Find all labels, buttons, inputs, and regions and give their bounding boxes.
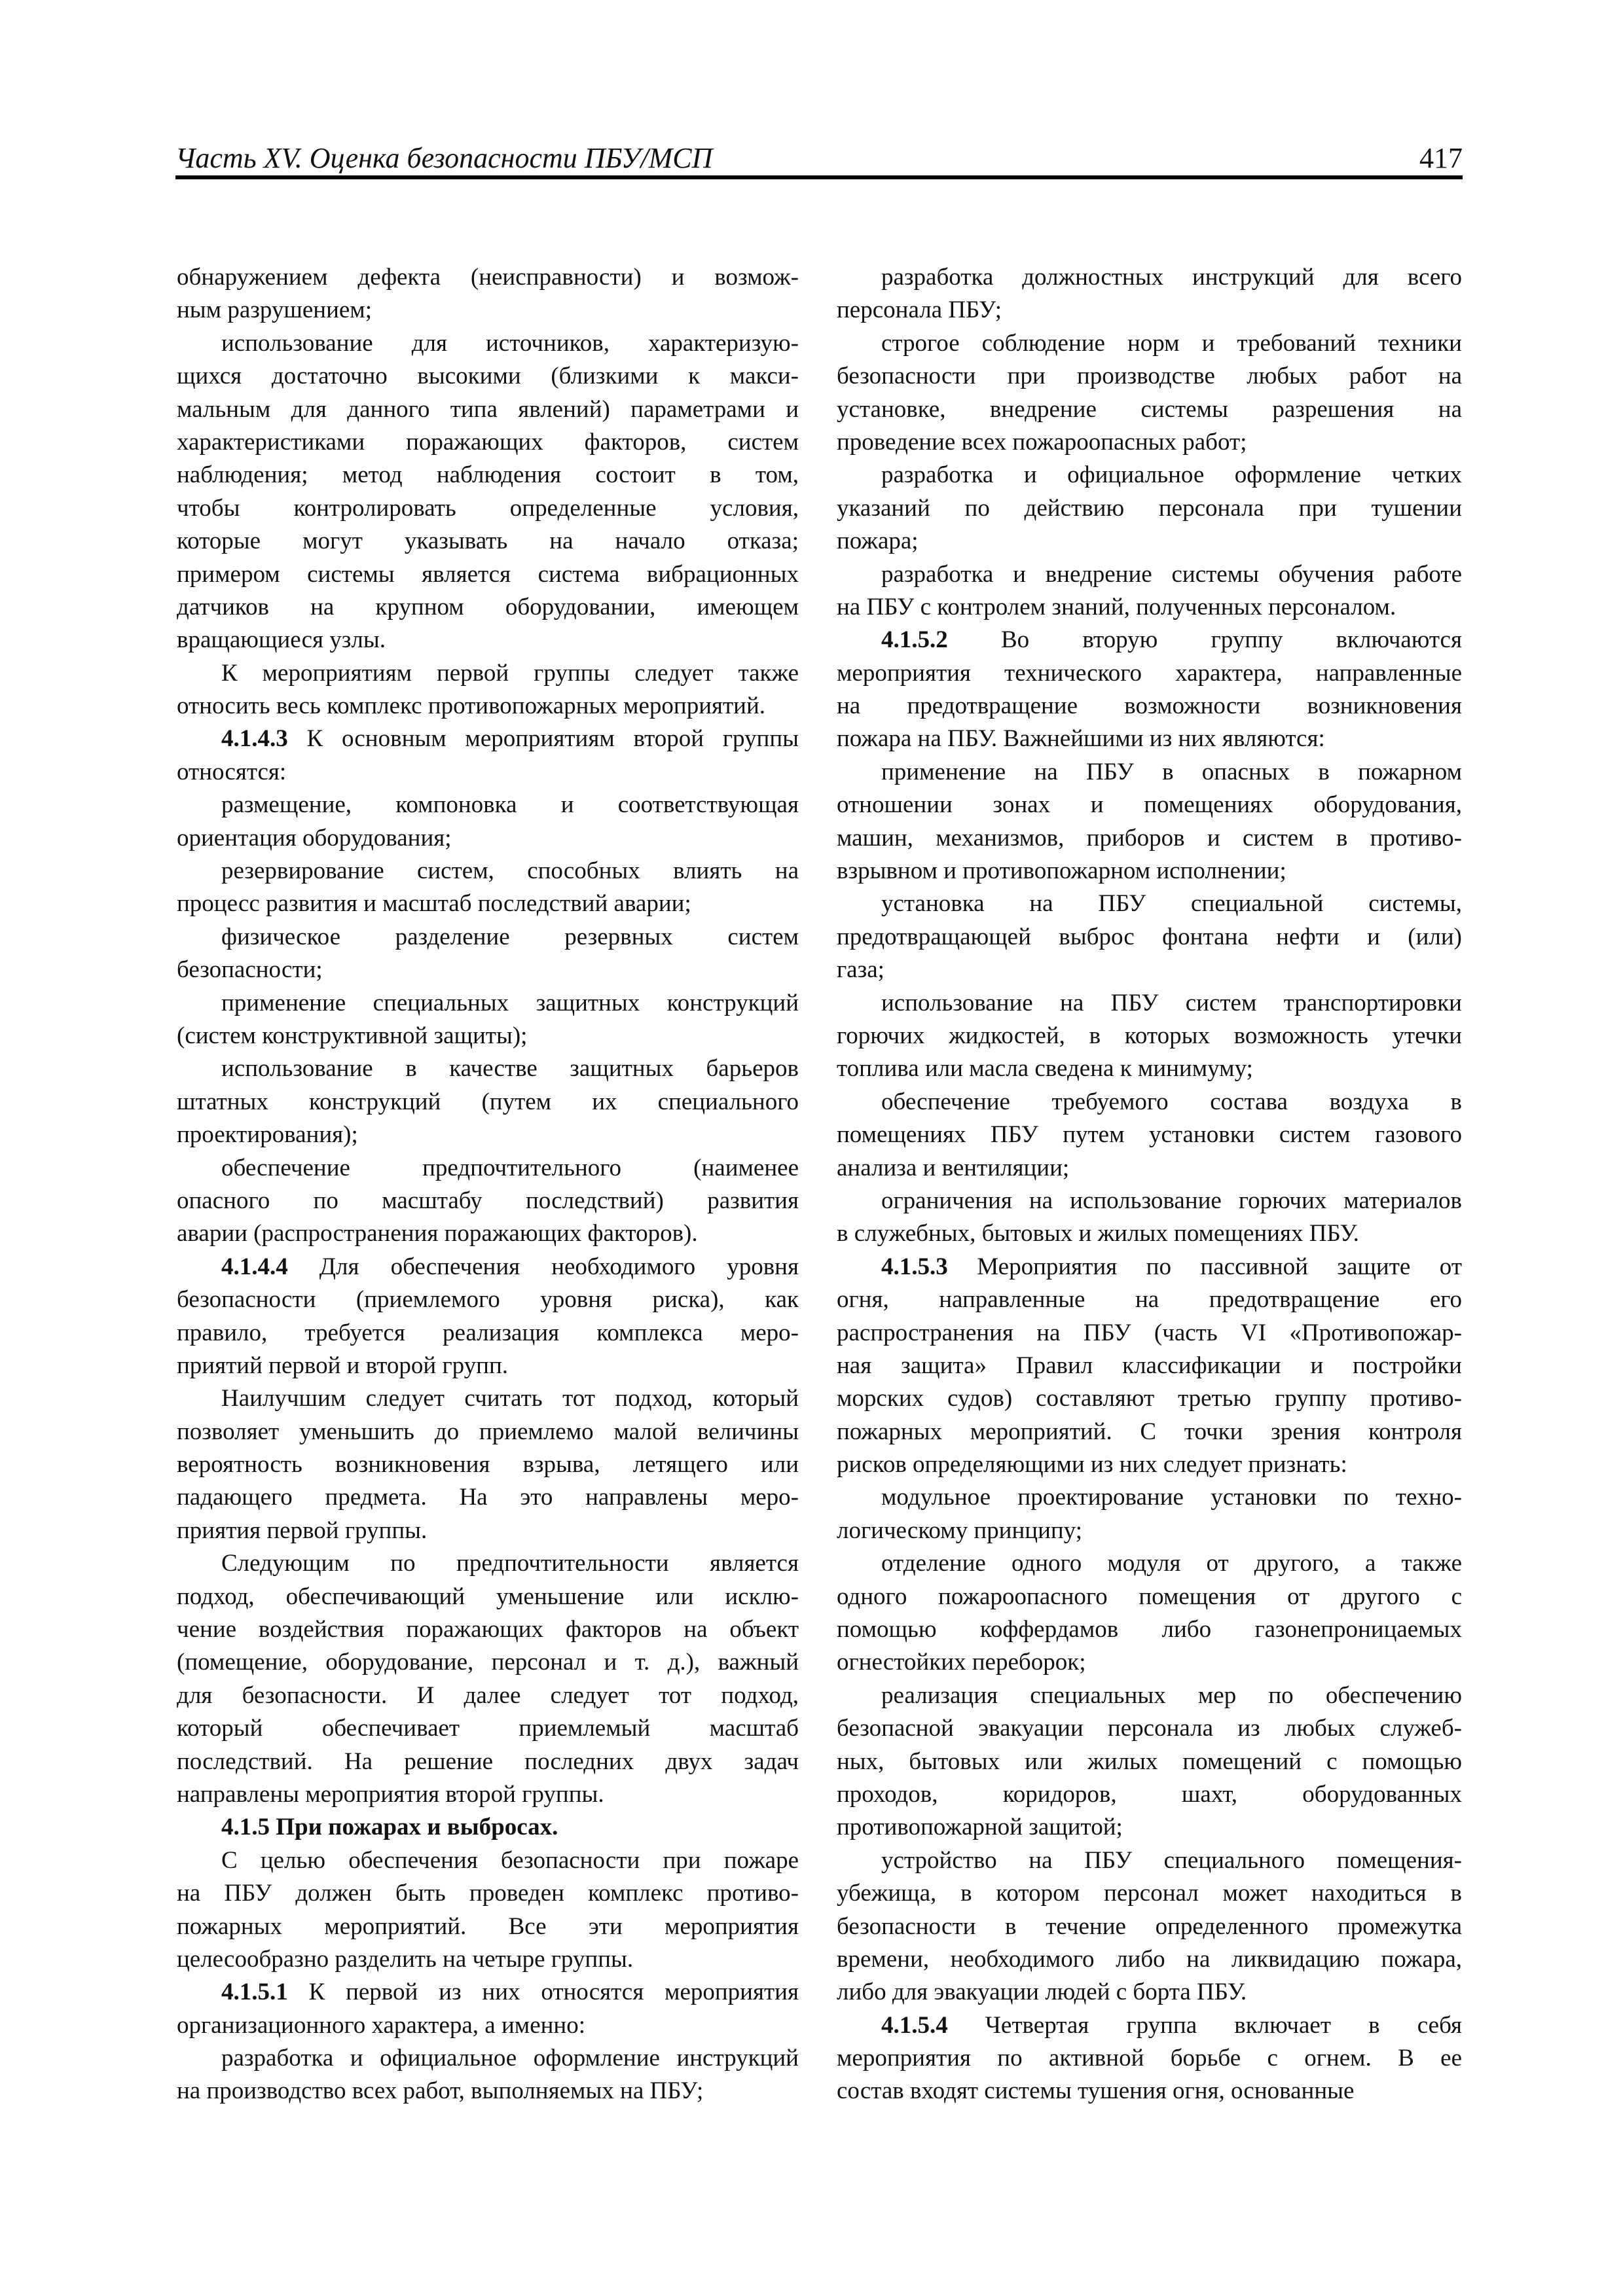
text-line [837, 1382, 1462, 1415]
text-line [177, 954, 799, 986]
text-line [837, 1712, 1462, 1745]
line-text: аварии (распространения поражающих факторов). [177, 1220, 698, 1247]
text-line [177, 1086, 799, 1119]
text-line [177, 855, 799, 888]
line-text: топлива или масла сведена к минимуму; [837, 1055, 1253, 1083]
line-text: К первой из них относятся мероприятия [287, 1979, 799, 2006]
line-text: либо для эвакуации людей с борта ПБУ. [837, 1979, 1247, 2006]
text-line [177, 1910, 799, 1943]
line-text: безопасности; [177, 956, 323, 984]
line-text: персонала ПБУ; [837, 296, 1002, 324]
text-line [837, 1217, 1462, 1250]
text-line [837, 1185, 1462, 1217]
text-line [837, 1119, 1462, 1151]
line-text: Наилучшим следует считать тот подход, который [221, 1385, 799, 1412]
line-text: на ПБУ с контролем знаний, полученных персоналом. [837, 593, 1396, 620]
line-text: отделение одного модуля от другого, а также [881, 1550, 1462, 1577]
text-line [837, 1448, 1462, 1481]
line-text: щихся достаточно высокими (близкими к макси- [177, 363, 799, 390]
paragraph [837, 261, 1462, 327]
line-text: процесс развития и масштаб последствий аварии; [177, 890, 691, 918]
line-text: направлены мероприятия второй группы. [177, 1780, 604, 1808]
line-text: мероприятия по активной борьбе с огнем. В ее [837, 2045, 1462, 2072]
text-line [837, 1778, 1462, 1811]
line-text: отношении зонах и помещениях оборудования, [837, 791, 1462, 819]
line-text: разработка и официальное оформление четких [881, 461, 1462, 489]
text-line [837, 1283, 1462, 1316]
text-line [177, 2009, 799, 2042]
paragraph [837, 1844, 1462, 2009]
line-text: пожара; [837, 528, 919, 555]
line-text: обеспечение предпочтительного (наименее [221, 1154, 799, 1181]
text-line [177, 888, 799, 920]
line-text: С целью обеспечения безопасности при пожаре [221, 1846, 799, 1874]
text-line [177, 1515, 799, 1547]
paragraph [177, 921, 799, 987]
line-text: относятся: [177, 758, 287, 785]
text-line [177, 1581, 799, 1613]
line-text: проектирования); [177, 1121, 358, 1149]
text-line [177, 1877, 799, 1910]
text-line [837, 1152, 1462, 1185]
text-line [177, 459, 799, 492]
text-line [837, 1481, 1462, 1514]
running-header-title: Часть XV. Оценка безопасности ПБУ/МСП [175, 142, 713, 174]
text-line [177, 1613, 799, 1646]
line-text: ная защита» Правил классификации и постройки [837, 1352, 1462, 1379]
text-line [837, 2042, 1462, 2075]
right-column [837, 261, 1462, 2108]
paragraph [177, 1382, 799, 1547]
text-line [837, 1416, 1462, 1448]
text-line [837, 987, 1462, 1020]
line-text: Для обеспечения необходимого уровня [287, 1253, 799, 1280]
text-line [177, 327, 799, 360]
text-line [177, 1052, 799, 1085]
text-line [837, 1877, 1462, 1910]
paragraph [837, 1251, 1462, 1482]
text-line [837, 1746, 1462, 1778]
text-line [177, 1317, 799, 1350]
text-line [837, 1943, 1462, 1976]
text-line [837, 822, 1462, 855]
text-line [177, 1152, 799, 1185]
text-line [837, 756, 1462, 789]
text-line [837, 1646, 1462, 1679]
line-text: использование для источников, характеризую- [221, 329, 799, 357]
text-line [177, 1746, 799, 1778]
line-text: машин, механизмов, приборов и систем в противо- [837, 824, 1462, 852]
left-column [177, 261, 799, 2108]
text-line [837, 1020, 1462, 1052]
text-line [177, 1350, 799, 1382]
line-text: времени, необходимого либо на ликвидацию пожара, [837, 1945, 1462, 1973]
line-text: логическому принципу; [837, 1516, 1082, 1544]
text-line [837, 1052, 1462, 1085]
text-line [177, 1976, 799, 2009]
line-text: последствий. На решение последних двух задач [177, 1748, 799, 1775]
line-text: организационного характера, а именно: [177, 2011, 585, 2039]
line-text: реализация специальных мер по обеспечению [881, 1681, 1462, 1709]
line-text: подход, обеспечивающий уменьшение или исклю- [177, 1583, 799, 1610]
text-line [177, 690, 799, 723]
line-text: позволяет уменьшить до приемлемо малой величины [177, 1418, 799, 1445]
line-text: одного пожароопасного помещения от другого с [837, 1583, 1462, 1610]
text-line [837, 855, 1462, 888]
text-line [177, 1844, 799, 1877]
line-text: разработка и внедрение системы обучения работе [881, 560, 1462, 588]
text-line [837, 1679, 1462, 1712]
line-text: целесообразно разделить на четыре группы. [177, 1945, 634, 1973]
line-text: вероятность возникновения взрыва, летящего или [177, 1451, 799, 1479]
text-line [837, 1844, 1462, 1877]
text-line [177, 261, 799, 294]
line-text: примером системы является система вибрационных [177, 560, 799, 588]
line-text: применение на ПБУ в опасных в пожарном [881, 758, 1462, 785]
text-line [177, 822, 799, 855]
text-line [177, 591, 799, 624]
text-line [837, 657, 1462, 690]
line-text: мальным для данного типа явлений) параметрами и [177, 395, 799, 423]
text-line [177, 1119, 799, 1151]
line-text: проходов, коридоров, шахт, оборудованных [837, 1780, 1462, 1808]
line-text: в служебных, бытовых и жилых помещениях ПБУ. [837, 1220, 1359, 1247]
paragraph [177, 789, 799, 855]
paragraph [177, 723, 799, 789]
running-header [175, 139, 1463, 178]
section-number: 4.1.5.2 [881, 626, 948, 654]
text-line [177, 2075, 799, 2108]
paragraph [837, 624, 1462, 756]
text-line [837, 1811, 1462, 1844]
line-text: правило, требуется реализация комплекса меро- [177, 1319, 799, 1346]
text-line [177, 1283, 799, 1316]
text-line [177, 1185, 799, 1217]
line-text: распространения на ПБУ (часть VI «Противопожар- [837, 1319, 1462, 1346]
line-text: установке, внедрение системы разрешения на [837, 395, 1462, 423]
paragraph [837, 558, 1462, 624]
paragraph [177, 1811, 799, 1844]
line-text: устройство на ПБУ специального помещения- [881, 1846, 1462, 1874]
line-text: который обеспечивает приемлемый масштаб [177, 1715, 799, 1742]
line-text: огня, направленные на предотвращение его [837, 1286, 1462, 1314]
text-line [177, 393, 799, 426]
line-text: безопасной эвакуации персонала из любых служеб- [837, 1715, 1462, 1742]
line-text: датчиков на крупном оборудовании, имеющем [177, 593, 799, 620]
text-line [837, 624, 1462, 656]
line-text: резервирование систем, способных влиять на [221, 857, 799, 885]
text-line [837, 888, 1462, 920]
line-text: применение специальных защитных конструкций [221, 989, 799, 1016]
paragraph [177, 855, 799, 921]
text-line [177, 624, 799, 656]
line-text: предотвращающей выброс фонтана нефти и (или) [837, 923, 1462, 950]
line-text: противопожарной защитой; [837, 1814, 1123, 1841]
line-text: пожарных мероприятий. С точки зрения контроля [837, 1418, 1462, 1445]
text-line [837, 1515, 1462, 1547]
text-line [177, 1811, 799, 1844]
line-text: опасного по масштабу последствий) развития [177, 1187, 799, 1214]
text-line [177, 1679, 799, 1712]
line-text: строгое соблюдение норм и требований техники [881, 329, 1462, 357]
paragraph [177, 1547, 799, 1811]
line-text: пожарных мероприятий. Все эти мероприятия [177, 1912, 799, 1940]
line-text: размещение, компоновка и соответствующая [221, 791, 799, 819]
line-text: приятий первой и второй групп. [177, 1352, 509, 1379]
text-line [837, 1251, 1462, 1283]
line-text: падающего предмета. На это направлены меро- [177, 1484, 799, 1511]
text-line [177, 723, 799, 755]
paragraph [837, 756, 1462, 888]
paragraph [837, 459, 1462, 558]
text-line [837, 690, 1462, 723]
text-line [837, 426, 1462, 459]
paragraph [837, 1547, 1462, 1679]
paragraph [837, 1086, 1462, 1185]
text-line [837, 492, 1462, 525]
line-text: использование в качестве защитных барьеров [221, 1055, 799, 1083]
line-text: горючих жидкостей, в которых возможность утечки [837, 1022, 1462, 1049]
line-text: морских судов) составляют третью группу противо- [837, 1385, 1462, 1412]
text-line [837, 921, 1462, 954]
text-line [177, 360, 799, 393]
text-line [837, 393, 1462, 426]
text-line [177, 1943, 799, 1976]
text-line [177, 1547, 799, 1580]
text-line [177, 1481, 799, 1514]
paragraph [837, 987, 1462, 1086]
line-text: Четвертая группа включает в себя [947, 2011, 1462, 2039]
line-text: взрывном и противопожарном исполнении; [837, 857, 1286, 885]
line-text: разработка и официальное оформление инструкций [221, 2045, 799, 2072]
line-text: помещениях ПБУ путем установки систем газового [837, 1121, 1462, 1149]
line-text: которые могут указывать на начало отказа; [177, 528, 799, 555]
text-line [177, 525, 799, 558]
text-line [177, 294, 799, 327]
text-line [177, 756, 799, 789]
text-line [837, 789, 1462, 821]
text-line [837, 2075, 1462, 2108]
line-text: помощью коффердамов либо газонепроницаемых [837, 1616, 1462, 1643]
line-text: ных, бытовых или жилых помещений с помощью [837, 1748, 1462, 1775]
line-text: вращающиеся узлы. [177, 626, 386, 654]
text-line [177, 492, 799, 525]
text-line [837, 2009, 1462, 2042]
line-text: обнаружением дефекта (неисправности) и возмож- [177, 264, 799, 291]
text-line [837, 1613, 1462, 1646]
text-line [177, 1382, 799, 1415]
text-line [177, 1646, 799, 1679]
paragraph [177, 1844, 799, 1977]
paragraph [837, 327, 1462, 459]
line-text: безопасности при производстве любых работ на [837, 363, 1462, 390]
text-line [837, 723, 1462, 755]
line-text: чтобы контролировать определенные условия, [177, 494, 799, 522]
section-number: 4.1.4.3 [221, 725, 288, 753]
text-line [177, 2042, 799, 2075]
text-line [837, 1086, 1462, 1119]
text-line [177, 1217, 799, 1250]
line-text: установка на ПБУ специальной системы, [881, 890, 1462, 918]
text-line [837, 525, 1462, 558]
line-text: относить весь комплекс противопожарных мероприятий. [177, 692, 766, 720]
text-line [177, 657, 799, 690]
text-line [177, 921, 799, 954]
section-number: 4.1.4.4 [221, 1253, 288, 1280]
line-text: ным разрушением; [177, 296, 373, 324]
text-line [837, 360, 1462, 393]
text-line [837, 294, 1462, 327]
text-line [837, 558, 1462, 591]
text-line [837, 1547, 1462, 1580]
line-text: Во вторую группу включаются [947, 626, 1462, 654]
text-line [837, 954, 1462, 986]
line-text: ограничения на использование горючих материалов [881, 1187, 1462, 1214]
paragraph [837, 888, 1462, 986]
line-text: пожара на ПБУ. Важнейшими из них являются: [837, 725, 1325, 753]
paragraph [177, 1152, 799, 1251]
line-text: для безопасности. И далее следует тот подход, [177, 1681, 799, 1709]
paragraph [177, 657, 799, 723]
paragraph [177, 987, 799, 1053]
text-line [837, 591, 1462, 624]
line-text: безопасности в течение определенного промежутка [837, 1912, 1462, 1940]
line-text: штатных конструкций (путем их специального [177, 1088, 799, 1115]
paragraph [837, 1679, 1462, 1844]
line-text: чение воздействия поражающих факторов на объект [177, 1616, 799, 1643]
paragraph [177, 2042, 799, 2108]
text-line [837, 1910, 1462, 1943]
paragraph [177, 1052, 799, 1151]
text-line [177, 1778, 799, 1811]
line-text: обеспечение требуемого состава воздуха в [881, 1088, 1462, 1115]
section-number: 4.1.5.4 [881, 2011, 948, 2039]
line-text: К основным мероприятиям второй группы [287, 725, 799, 753]
line-text: разработка должностных инструкций для всего [881, 264, 1462, 291]
paragraph [837, 1185, 1462, 1251]
header-rule [175, 175, 1463, 179]
text-line [837, 327, 1462, 360]
line-text: физическое разделение резервных систем [221, 923, 799, 950]
text-line [837, 1581, 1462, 1613]
paragraph [837, 2009, 1462, 2108]
line-text: убежища, в котором персонал может находиться в [837, 1880, 1462, 1907]
line-text: анализа и вентиляции; [837, 1154, 1070, 1181]
text-line [837, 459, 1462, 492]
line-text: (систем конструктивной защиты); [177, 1022, 528, 1049]
line-text: К мероприятиям первой группы следует также [221, 659, 799, 687]
line-text: проведение всех пожароопасных работ; [837, 428, 1247, 456]
paragraph [837, 1481, 1462, 1547]
line-text: модульное проектирование установки по техно- [881, 1484, 1462, 1511]
line-text: огнестойких переборок; [837, 1649, 1086, 1676]
section-number: 4.1.5.3 [881, 1253, 948, 1280]
line-text: на производство всех работ, выполняемых на ПБУ; [177, 2077, 704, 2105]
line-text: (помещение, оборудование, персонал и т. д.), важный [177, 1649, 799, 1676]
paragraph [177, 327, 799, 657]
text-line [177, 558, 799, 591]
line-text: характеристиками поражающих факторов, систем [177, 428, 799, 456]
paragraph [177, 1251, 799, 1383]
line-text: на предотвращение возможности возникновения [837, 692, 1462, 720]
text-line [177, 1416, 799, 1448]
line-text: Следующим по предпочтительности является [221, 1550, 799, 1577]
text-line [177, 1712, 799, 1745]
text-line [177, 1020, 799, 1052]
line-text: состав входят системы тушения огня, основанные [837, 2077, 1355, 2105]
line-text: рисков определяющими из них следует признать: [837, 1451, 1347, 1479]
line-text: приятия первой группы. [177, 1516, 428, 1544]
text-line [177, 789, 799, 821]
page-number: 417 [1419, 142, 1463, 174]
section-number: 4.1.5.1 [221, 1979, 288, 2006]
section-number: 4.1.5 При пожарах и выбросах. [221, 1814, 558, 1841]
line-text: указаний по действию персонала при тушении [837, 494, 1462, 522]
text-line [837, 261, 1462, 294]
text-line [177, 987, 799, 1020]
line-text: мероприятия технического характера, направленные [837, 659, 1462, 687]
text-line [837, 1317, 1462, 1350]
paragraph [177, 1976, 799, 2042]
line-text: безопасности (приемлемого уровня риска), как [177, 1286, 799, 1314]
paragraph [177, 261, 799, 327]
text-line [177, 1448, 799, 1481]
text-line [837, 1350, 1462, 1382]
line-text: на ПБУ должен быть проведен комплекс противо- [177, 1880, 799, 1907]
line-text: Мероприятия по пассивной защите от [947, 1253, 1462, 1280]
line-text: наблюдения; метод наблюдения состоит в том, [177, 461, 799, 489]
line-text: использование на ПБУ систем транспортировки [881, 989, 1462, 1016]
text-line [837, 1976, 1462, 2009]
text-line [177, 1251, 799, 1283]
line-text: газа; [837, 956, 884, 984]
line-text: ориентация оборудования; [177, 824, 452, 852]
text-line [177, 426, 799, 459]
